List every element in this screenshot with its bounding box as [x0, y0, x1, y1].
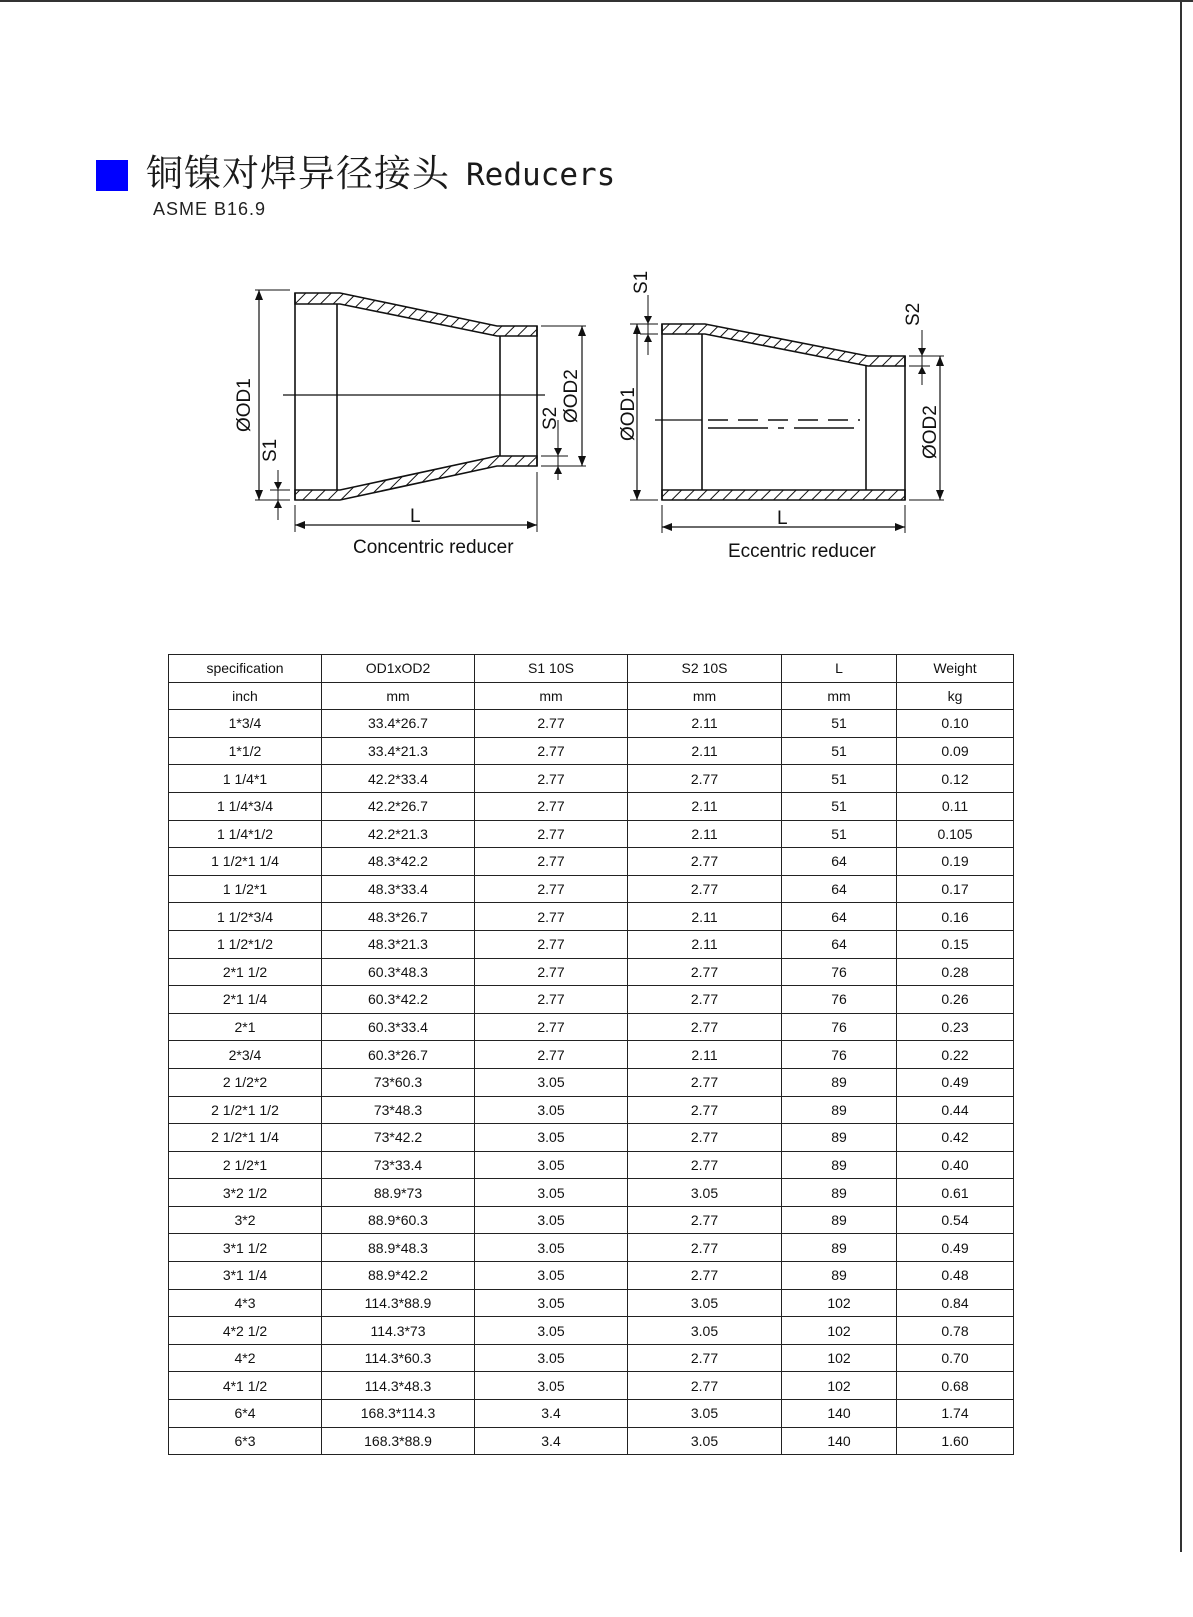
standard-subtitle: ASME B16.9 [153, 199, 267, 219]
weight-cell: 0.49 [897, 1068, 1014, 1096]
weight-cell: 0.54 [897, 1206, 1014, 1234]
weight-cell: 0.70 [897, 1344, 1014, 1372]
od-cell: 114.3*73 [322, 1317, 475, 1345]
table-units-row [169, 682, 1014, 710]
spec-cell: 1 1/4*1/2 [169, 820, 322, 848]
weight-cell: 0.10 [897, 710, 1014, 738]
spec-cell: 2*3/4 [169, 1041, 322, 1069]
header-l: L [782, 655, 897, 683]
od-cell: 88.9*48.3 [322, 1234, 475, 1262]
od-cell: 60.3*33.4 [322, 1013, 475, 1041]
unit-s2: mm [628, 682, 782, 710]
eccentric-reducer-caption: Eccentric reducer [728, 541, 876, 562]
od-cell: 60.3*48.3 [322, 958, 475, 986]
concentric-od1-label: ØOD1 [234, 378, 255, 432]
spec-cell: 1 1/2*3/4 [169, 903, 322, 931]
l-cell: 102 [782, 1372, 897, 1400]
table-row [169, 1179, 1014, 1207]
table-row [169, 1096, 1014, 1124]
spec-cell: 1*1/2 [169, 737, 322, 765]
concentric-s2-label: S2 [540, 406, 561, 430]
s2-cell: 2.77 [628, 1151, 782, 1179]
page-title-english: Reducers [466, 157, 616, 193]
od-cell: 60.3*26.7 [322, 1041, 475, 1069]
table-row [169, 1344, 1014, 1372]
l-cell: 51 [782, 710, 897, 738]
table-row [169, 875, 1014, 903]
table-row [169, 1427, 1014, 1455]
s1-cell: 2.77 [475, 792, 628, 820]
table-row [169, 986, 1014, 1014]
reducer-diagrams [0, 0, 1193, 600]
s1-cell: 3.05 [475, 1151, 628, 1179]
spec-cell: 6*4 [169, 1400, 322, 1428]
s2-cell: 3.05 [628, 1289, 782, 1317]
s2-cell: 2.11 [628, 1041, 782, 1069]
od-cell: 48.3*21.3 [322, 930, 475, 958]
weight-cell: 0.12 [897, 765, 1014, 793]
s2-cell: 2.11 [628, 820, 782, 848]
s1-cell: 3.05 [475, 1234, 628, 1262]
spec-cell: 2*1 1/2 [169, 958, 322, 986]
od-cell: 168.3*114.3 [322, 1400, 475, 1428]
spec-cell: 2 1/2*1 [169, 1151, 322, 1179]
od-cell: 42.2*33.4 [322, 765, 475, 793]
od-cell: 114.3*48.3 [322, 1372, 475, 1400]
l-cell: 89 [782, 1124, 897, 1152]
spec-cell: 2 1/2*1 1/4 [169, 1124, 322, 1152]
table-body [169, 710, 1014, 1455]
weight-cell: 0.09 [897, 737, 1014, 765]
od-cell: 33.4*21.3 [322, 737, 475, 765]
l-cell: 89 [782, 1179, 897, 1207]
l-cell: 89 [782, 1096, 897, 1124]
spec-cell: 1 1/2*1/2 [169, 930, 322, 958]
s2-cell: 2.77 [628, 1124, 782, 1152]
spec-cell: 2 1/2*2 [169, 1068, 322, 1096]
s1-cell: 2.77 [475, 848, 628, 876]
concentric-reducer-caption: Concentric reducer [353, 537, 514, 558]
s2-cell: 3.05 [628, 1317, 782, 1345]
spec-cell: 6*3 [169, 1427, 322, 1455]
unit-weight: kg [897, 682, 1014, 710]
s1-cell: 2.77 [475, 710, 628, 738]
s2-cell: 2.11 [628, 737, 782, 765]
s1-cell: 3.05 [475, 1096, 628, 1124]
l-cell: 89 [782, 1068, 897, 1096]
l-cell: 64 [782, 875, 897, 903]
s1-cell: 3.05 [475, 1179, 628, 1207]
spec-cell: 1 1/4*3/4 [169, 792, 322, 820]
s1-cell: 2.77 [475, 903, 628, 931]
weight-cell: 0.105 [897, 820, 1014, 848]
eccentric-l-label: L [777, 508, 788, 529]
table-row [169, 1041, 1014, 1069]
table-row [169, 1013, 1014, 1041]
weight-cell: 0.16 [897, 903, 1014, 931]
s2-cell: 2.11 [628, 903, 782, 931]
od-cell: 48.3*42.2 [322, 848, 475, 876]
s2-cell: 2.77 [628, 765, 782, 793]
s1-cell: 3.05 [475, 1124, 628, 1152]
spec-cell: 3*1 1/4 [169, 1262, 322, 1290]
od-cell: 42.2*21.3 [322, 820, 475, 848]
weight-cell: 0.19 [897, 848, 1014, 876]
unit-s1: mm [475, 682, 628, 710]
s2-cell: 2.77 [628, 1262, 782, 1290]
s1-cell: 2.77 [475, 958, 628, 986]
l-cell: 89 [782, 1262, 897, 1290]
s2-cell: 2.11 [628, 792, 782, 820]
l-cell: 76 [782, 986, 897, 1014]
l-cell: 102 [782, 1344, 897, 1372]
eccentric-s2-label: S2 [903, 302, 924, 326]
table-row [169, 1206, 1014, 1234]
header-specification: specification [169, 655, 322, 683]
spec-cell: 1 1/2*1 1/4 [169, 848, 322, 876]
s1-cell: 3.05 [475, 1289, 628, 1317]
weight-cell: 0.44 [897, 1096, 1014, 1124]
concentric-s1-label: S1 [260, 438, 281, 462]
weight-cell: 0.17 [897, 875, 1014, 903]
header-s2: S2 10S [628, 655, 782, 683]
spec-cell: 4*3 [169, 1289, 322, 1317]
od-cell: 73*60.3 [322, 1068, 475, 1096]
table-row [169, 792, 1014, 820]
od-cell: 73*42.2 [322, 1124, 475, 1152]
s2-cell: 2.11 [628, 710, 782, 738]
eccentric-od1-label: ØOD1 [618, 387, 639, 441]
od-cell: 42.2*26.7 [322, 792, 475, 820]
s2-cell: 2.77 [628, 1096, 782, 1124]
s2-cell: 2.77 [628, 1372, 782, 1400]
l-cell: 64 [782, 903, 897, 931]
spec-cell: 2*1 1/4 [169, 986, 322, 1014]
weight-cell: 0.49 [897, 1234, 1014, 1262]
s1-cell: 3.05 [475, 1068, 628, 1096]
table-row [169, 1234, 1014, 1262]
s2-cell: 2.11 [628, 930, 782, 958]
header-weight: Weight [897, 655, 1014, 683]
od-cell: 48.3*26.7 [322, 903, 475, 931]
spec-cell: 1 1/2*1 [169, 875, 322, 903]
s1-cell: 3.05 [475, 1372, 628, 1400]
s1-cell: 2.77 [475, 1041, 628, 1069]
s2-cell: 3.05 [628, 1427, 782, 1455]
s1-cell: 2.77 [475, 875, 628, 903]
weight-cell: 0.26 [897, 986, 1014, 1014]
spec-cell: 3*2 1/2 [169, 1179, 322, 1207]
l-cell: 140 [782, 1400, 897, 1428]
s1-cell: 2.77 [475, 820, 628, 848]
l-cell: 51 [782, 820, 897, 848]
l-cell: 76 [782, 958, 897, 986]
od-cell: 114.3*60.3 [322, 1344, 475, 1372]
s2-cell: 2.77 [628, 1206, 782, 1234]
weight-cell: 0.15 [897, 930, 1014, 958]
spec-cell: 4*2 [169, 1344, 322, 1372]
s2-cell: 2.77 [628, 1344, 782, 1372]
spec-cell: 3*1 1/2 [169, 1234, 322, 1262]
l-cell: 51 [782, 765, 897, 793]
l-cell: 89 [782, 1206, 897, 1234]
table-row [169, 710, 1014, 738]
l-cell: 76 [782, 1013, 897, 1041]
s1-cell: 2.77 [475, 1013, 628, 1041]
l-cell: 89 [782, 1234, 897, 1262]
s1-cell: 3.05 [475, 1206, 628, 1234]
weight-cell: 0.11 [897, 792, 1014, 820]
unit-od1xod2: mm [322, 682, 475, 710]
weight-cell: 0.78 [897, 1317, 1014, 1345]
eccentric-reducer-drawing [630, 295, 944, 533]
weight-cell: 1.74 [897, 1400, 1014, 1428]
table-row [169, 1151, 1014, 1179]
page-title-chinese: 铜镍对焊异径接头 [146, 152, 450, 195]
od-cell: 33.4*26.7 [322, 710, 475, 738]
spec-cell: 4*2 1/2 [169, 1317, 322, 1345]
l-cell: 102 [782, 1317, 897, 1345]
table-row [169, 903, 1014, 931]
table-row [169, 1289, 1014, 1317]
weight-cell: 0.61 [897, 1179, 1014, 1207]
s1-cell: 3.05 [475, 1344, 628, 1372]
s1-cell: 3.4 [475, 1400, 628, 1428]
l-cell: 102 [782, 1289, 897, 1317]
weight-cell: 0.40 [897, 1151, 1014, 1179]
table-row [169, 958, 1014, 986]
weight-cell: 0.68 [897, 1372, 1014, 1400]
eccentric-od2-label: ØOD2 [920, 405, 941, 459]
l-cell: 64 [782, 930, 897, 958]
s1-cell: 2.77 [475, 930, 628, 958]
table-row [169, 820, 1014, 848]
s2-cell: 2.77 [628, 958, 782, 986]
table-row [169, 1317, 1014, 1345]
s1-cell: 2.77 [475, 737, 628, 765]
table-row [169, 1124, 1014, 1152]
l-cell: 89 [782, 1151, 897, 1179]
s2-cell: 2.77 [628, 848, 782, 876]
l-cell: 51 [782, 792, 897, 820]
l-cell: 140 [782, 1427, 897, 1455]
l-cell: 64 [782, 848, 897, 876]
unit-l: mm [782, 682, 897, 710]
spec-cell: 1 1/4*1 [169, 765, 322, 793]
weight-cell: 0.42 [897, 1124, 1014, 1152]
od-cell: 88.9*60.3 [322, 1206, 475, 1234]
s2-cell: 2.77 [628, 1234, 782, 1262]
table-row [169, 1400, 1014, 1428]
s1-cell: 3.4 [475, 1427, 628, 1455]
unit-specification: inch [169, 682, 322, 710]
table-header-row [169, 655, 1014, 683]
s2-cell: 2.77 [628, 1013, 782, 1041]
s1-cell: 2.77 [475, 765, 628, 793]
od-cell: 60.3*42.2 [322, 986, 475, 1014]
s2-cell: 3.05 [628, 1400, 782, 1428]
reducer-spec-table [168, 654, 1014, 1455]
weight-cell: 1.60 [897, 1427, 1014, 1455]
od-cell: 88.9*42.2 [322, 1262, 475, 1290]
od-cell: 73*48.3 [322, 1096, 475, 1124]
od-cell: 88.9*73 [322, 1179, 475, 1207]
header-s1: S1 10S [475, 655, 628, 683]
s1-cell: 2.77 [475, 986, 628, 1014]
table-row [169, 848, 1014, 876]
table-row [169, 1372, 1014, 1400]
weight-cell: 0.48 [897, 1262, 1014, 1290]
spec-cell: 1*3/4 [169, 710, 322, 738]
l-cell: 51 [782, 737, 897, 765]
table-row [169, 765, 1014, 793]
od-cell: 114.3*88.9 [322, 1289, 475, 1317]
s2-cell: 2.77 [628, 1068, 782, 1096]
weight-cell: 0.23 [897, 1013, 1014, 1041]
header-od1xod2: OD1xOD2 [322, 655, 475, 683]
s1-cell: 3.05 [475, 1317, 628, 1345]
concentric-reducer-drawing [255, 290, 586, 532]
eccentric-s1-label: S1 [631, 270, 652, 294]
od-cell: 73*33.4 [322, 1151, 475, 1179]
spec-cell: 2 1/2*1 1/2 [169, 1096, 322, 1124]
spec-cell: 4*1 1/2 [169, 1372, 322, 1400]
table-row [169, 930, 1014, 958]
concentric-l-label: L [410, 506, 421, 527]
od-cell: 48.3*33.4 [322, 875, 475, 903]
spec-cell: 2*1 [169, 1013, 322, 1041]
l-cell: 76 [782, 1041, 897, 1069]
s2-cell: 3.05 [628, 1179, 782, 1207]
table-row [169, 1068, 1014, 1096]
weight-cell: 0.84 [897, 1289, 1014, 1317]
s1-cell: 3.05 [475, 1262, 628, 1290]
table-row [169, 1262, 1014, 1290]
spec-cell: 3*2 [169, 1206, 322, 1234]
od-cell: 168.3*88.9 [322, 1427, 475, 1455]
s2-cell: 2.77 [628, 986, 782, 1014]
concentric-od2-label: ØOD2 [561, 369, 582, 423]
weight-cell: 0.22 [897, 1041, 1014, 1069]
table-row [169, 737, 1014, 765]
s2-cell: 2.77 [628, 875, 782, 903]
weight-cell: 0.28 [897, 958, 1014, 986]
